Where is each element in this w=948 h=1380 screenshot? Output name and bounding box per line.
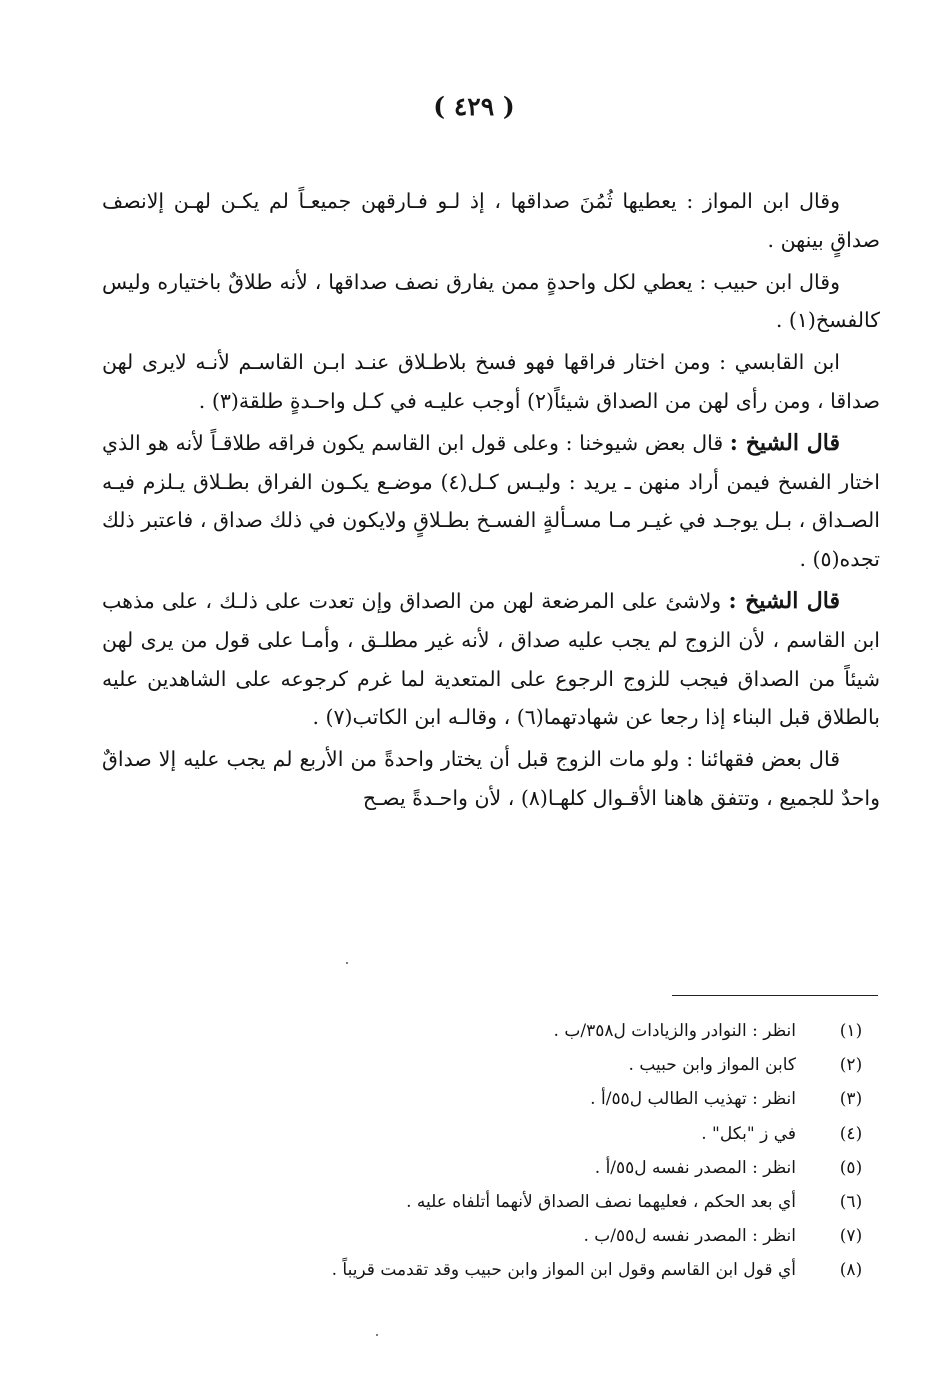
footnote	[200, 1082, 880, 1116]
footnote	[200, 1014, 880, 1048]
paragraph-shaykh-2	[102, 582, 880, 740]
scan-speck	[346, 962, 348, 964]
footnote-number: (٤)	[839, 1123, 863, 1144]
scan-speck	[376, 1334, 378, 1336]
footnote-text: انظر : النوادر والزيادات ل٣٥٨/ب .	[553, 1021, 796, 1041]
paragraph-fuqaha	[102, 740, 880, 821]
footnote-number: (١)	[839, 1021, 863, 1041]
footnote-number: (٢)	[839, 1055, 863, 1076]
paragraph-text: ابن القابسي : ومن اختار فراقها فهو فسخ بلاطـلاق عنـد ابـن القاسـم لأنـه لايرى لهن صداقا ، ومن رأى لهن من الصداق شيئاً(٢) أوجب عليـه في كـل واحـدةٍ طلقة(٣) .	[102, 350, 880, 413]
paragraph-shaykh-1	[102, 424, 880, 582]
footnote	[200, 1185, 880, 1219]
footnotes	[200, 1014, 880, 1288]
footnote-text: انظر : المصدر نفسه ل٥٥/ب .	[583, 1226, 796, 1247]
footnote-text: كابن المواز وابن حبيب .	[628, 1055, 796, 1076]
footnote-number: (٨)	[839, 1260, 863, 1281]
speaker-label: قال الشيخ :	[729, 429, 840, 456]
paragraph-ibn-al-qabisi	[102, 343, 880, 424]
footnote-separator	[672, 995, 878, 996]
footnote-number: (٦)	[839, 1192, 863, 1213]
paragraph-ibn-al-mawwaz	[102, 182, 880, 263]
paragraph-text: قال بعض فقهائنا : ولو مات الزوج قبل أن يختار واحدةً من الأربع لم يجب عليه إلا صداقٌ واحدٌ للجميع ، وتتفق هاهنا الأقـوال كلهـا(٨) ، لأن واحـدةً يصـح	[102, 747, 880, 810]
footnote-text: أي قول ابن القاسم وقول ابن المواز وابن حبيب وقد تقدمت قريباً .	[331, 1260, 796, 1281]
paragraph-ibn-habib	[102, 263, 880, 344]
footnote-number: (٥)	[839, 1157, 863, 1178]
paragraph-text: وقال ابن المواز : يعطيها ثُمُنَ صداقها ، إذ لـو فـارقهن جميعـاً لم يكـن لهـن إلانصف صداقٍ بينهن .	[102, 189, 880, 252]
footnote-text: انظر : تهذيب الطالب ل٥٥/أ .	[590, 1089, 796, 1110]
footnote-number: (٣)	[839, 1089, 863, 1110]
footnote-number: (٧)	[839, 1226, 863, 1247]
footnote	[200, 1117, 880, 1151]
speaker-label: قال الشيخ :	[728, 587, 840, 614]
paragraph-text: ولاشئ على المرضعة لهن من الصداق وإن تعدت على ذلـك ، على مذهب ابن القاسم ، لأن الزوج لم يجب عليه صداق ، لأنه غير مطلـق ، وأمـا على قول من يرى لهن شيئاً من الصداق فيجب للزوج الرجوع على المتعدية لما غرم كرجوعه على الشاهدين عليه بالطلاق قبل البناء إذا رجعا عن شهادتهما(٦) ، وقالـه ابن الكاتب(٧) .	[102, 588, 880, 730]
footnote-text: في ز "بكل" .	[701, 1123, 796, 1144]
footnote	[200, 1253, 880, 1287]
main-text	[102, 182, 880, 821]
footnote-text: انظر : المصدر نفسه ل٥٥/أ .	[594, 1157, 796, 1178]
footnote	[200, 1219, 880, 1253]
footnote	[200, 1151, 880, 1185]
footnote	[200, 1048, 880, 1082]
page-number: ( ٤٢٩ )	[433, 92, 515, 121]
paragraph-text: وقال ابن حبيب : يعطي لكل واحدةٍ ممن يفارق نصف صداقها ، لأنه طلاقٌ باختياره وليس كالفسخ(١) .	[102, 269, 880, 333]
footnote-text: أي بعد الحكم ، فعليهما نصف الصداق لأنهما أتلفاه عليه .	[406, 1192, 796, 1213]
paragraph-text: قال بعض شيوخنا : وعلى قول ابن القاسم يكون فراقه طلاقـاً لأنه هو الذي اختار الفسخ فيمن أراد منهن ـ يريد : وليـس كـل(٤) موضـع يكـون الفراق بطـلاق يـلزم فيـه الصـداق ، بـل يوجـد في غيـر مـا مسـألةٍ الفسـخ بطـلاقٍ ولايكون في ذلك صداق ، فاعتبر ذلك تجده(٥) .	[102, 430, 880, 572]
